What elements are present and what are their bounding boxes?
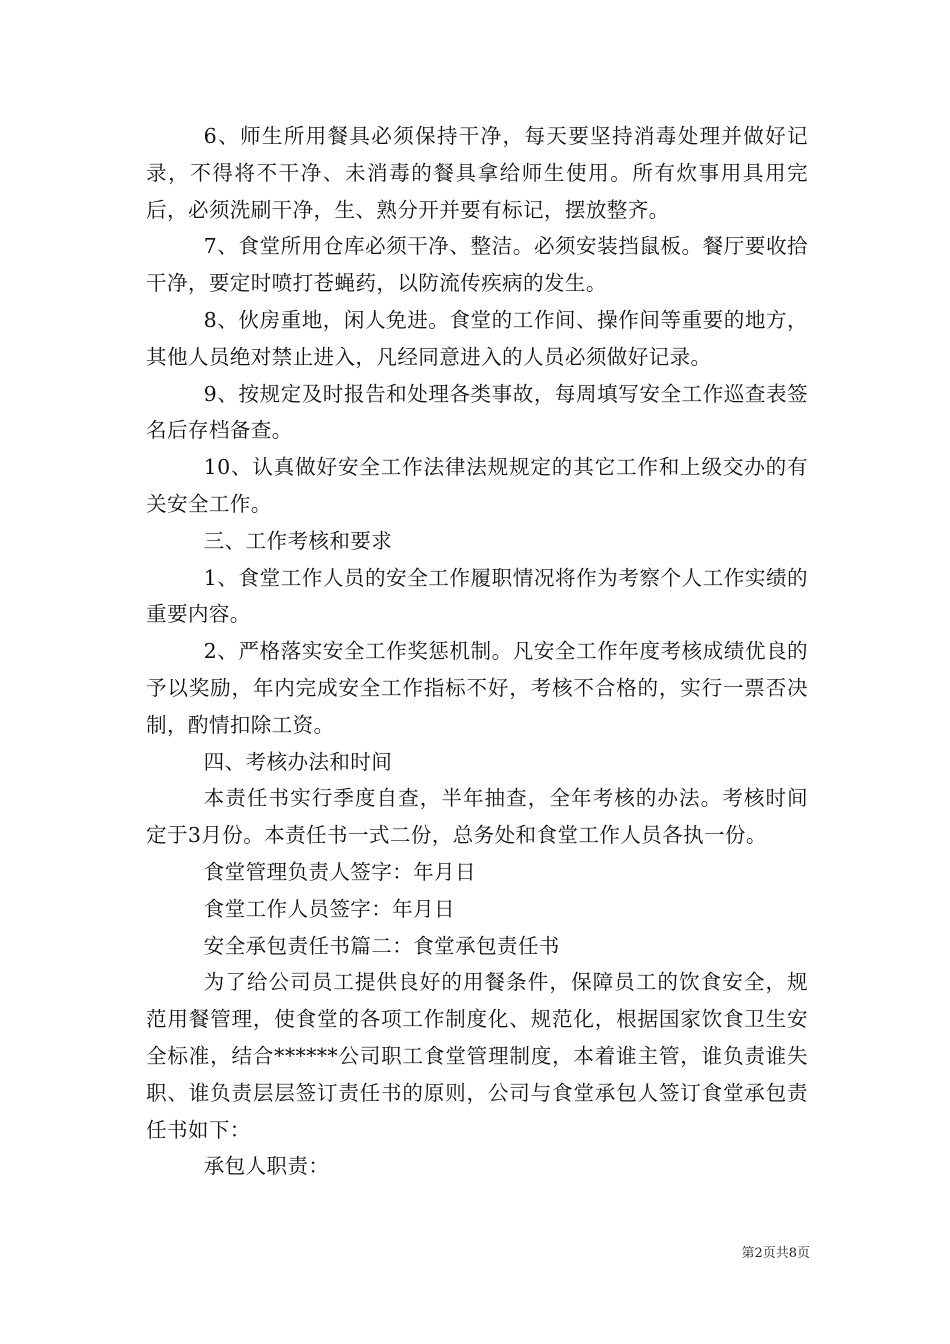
- section-heading-contractor-duties: 承包人职责：: [203, 1154, 330, 1179]
- paragraph-item-8: 8、伙房重地，闲人免进。食堂的工作间、操作间等重要的地方，其他人员绝对禁止进入，凡经同意进入的人员必须做好记录。: [146, 307, 808, 369]
- page-number: 第2页共8页: [741, 1246, 810, 1261]
- paragraph-item-9: 9、按规定及时报告和处理各类事故，每周填写安全工作巡查表签名后存档备查。: [146, 381, 808, 443]
- document-subtitle: 安全承包责任书篇二：食堂承包责任书: [203, 933, 560, 958]
- paragraph-item-10: 10、认真做好安全工作法律法规规定的其它工作和上级交办的有关安全工作。: [146, 455, 808, 516]
- paragraph-evaluation-method: 本责任书实行季度自查，半年抽查，全年考核的办法。考核时间定于3月份。本责任书一式二份，总务处和食堂工作人员各执一份。: [146, 786, 808, 848]
- paragraph-item-6: 6、师生所用餐具必须保持干净，每天要坚持消毒处理并做好记录，不得将不干净、未消毒的餐具拿给师生使用。所有炊事用具用完后，必须洗刷干净，生、熟分开并要有标记，摆放整齐。: [146, 124, 808, 222]
- paragraph-item-7: 7、食堂所用仓库必须干净、整洁。必须安装挡鼠板。餐厅要收拾干净，要定时喷打苍蝇药，以防流传疾病的发生。: [146, 234, 808, 296]
- paragraph-contract-intro: 为了给公司员工提供良好的用餐条件，保障员工的饮食安全，规范用餐管理，使食堂的各项工作制度化、规范化，根据国家饮食卫生安全标准，结合******公司职工食堂管理制度，本着谁主管，谁负责谁失职、谁负责层层签订责任书的原则，公司与食堂承包人签订食堂承包责任书如下：: [146, 970, 808, 1142]
- section-heading-evaluation-method: 四、考核办法和时间: [203, 749, 393, 774]
- paragraph-evaluation-2: 2、严格落实安全工作奖惩机制。凡安全工作年度考核成绩优良的予以奖励，年内完成安全工作指标不好，考核不合格的，实行一票否决制，酌情扣除工资。: [146, 639, 808, 737]
- section-heading-evaluation-requirements: 三、工作考核和要求: [203, 528, 393, 553]
- signature-staff-line: 食堂工作人员签字：年月日: [203, 896, 455, 921]
- document-body: [146, 118, 808, 1185]
- signature-manager-line: 食堂管理负责人签字：年月日: [203, 859, 476, 884]
- paragraph-evaluation-1: 1、食堂工作人员的安全工作履职情况将作为考察个人工作实绩的重要内容。: [146, 565, 808, 627]
